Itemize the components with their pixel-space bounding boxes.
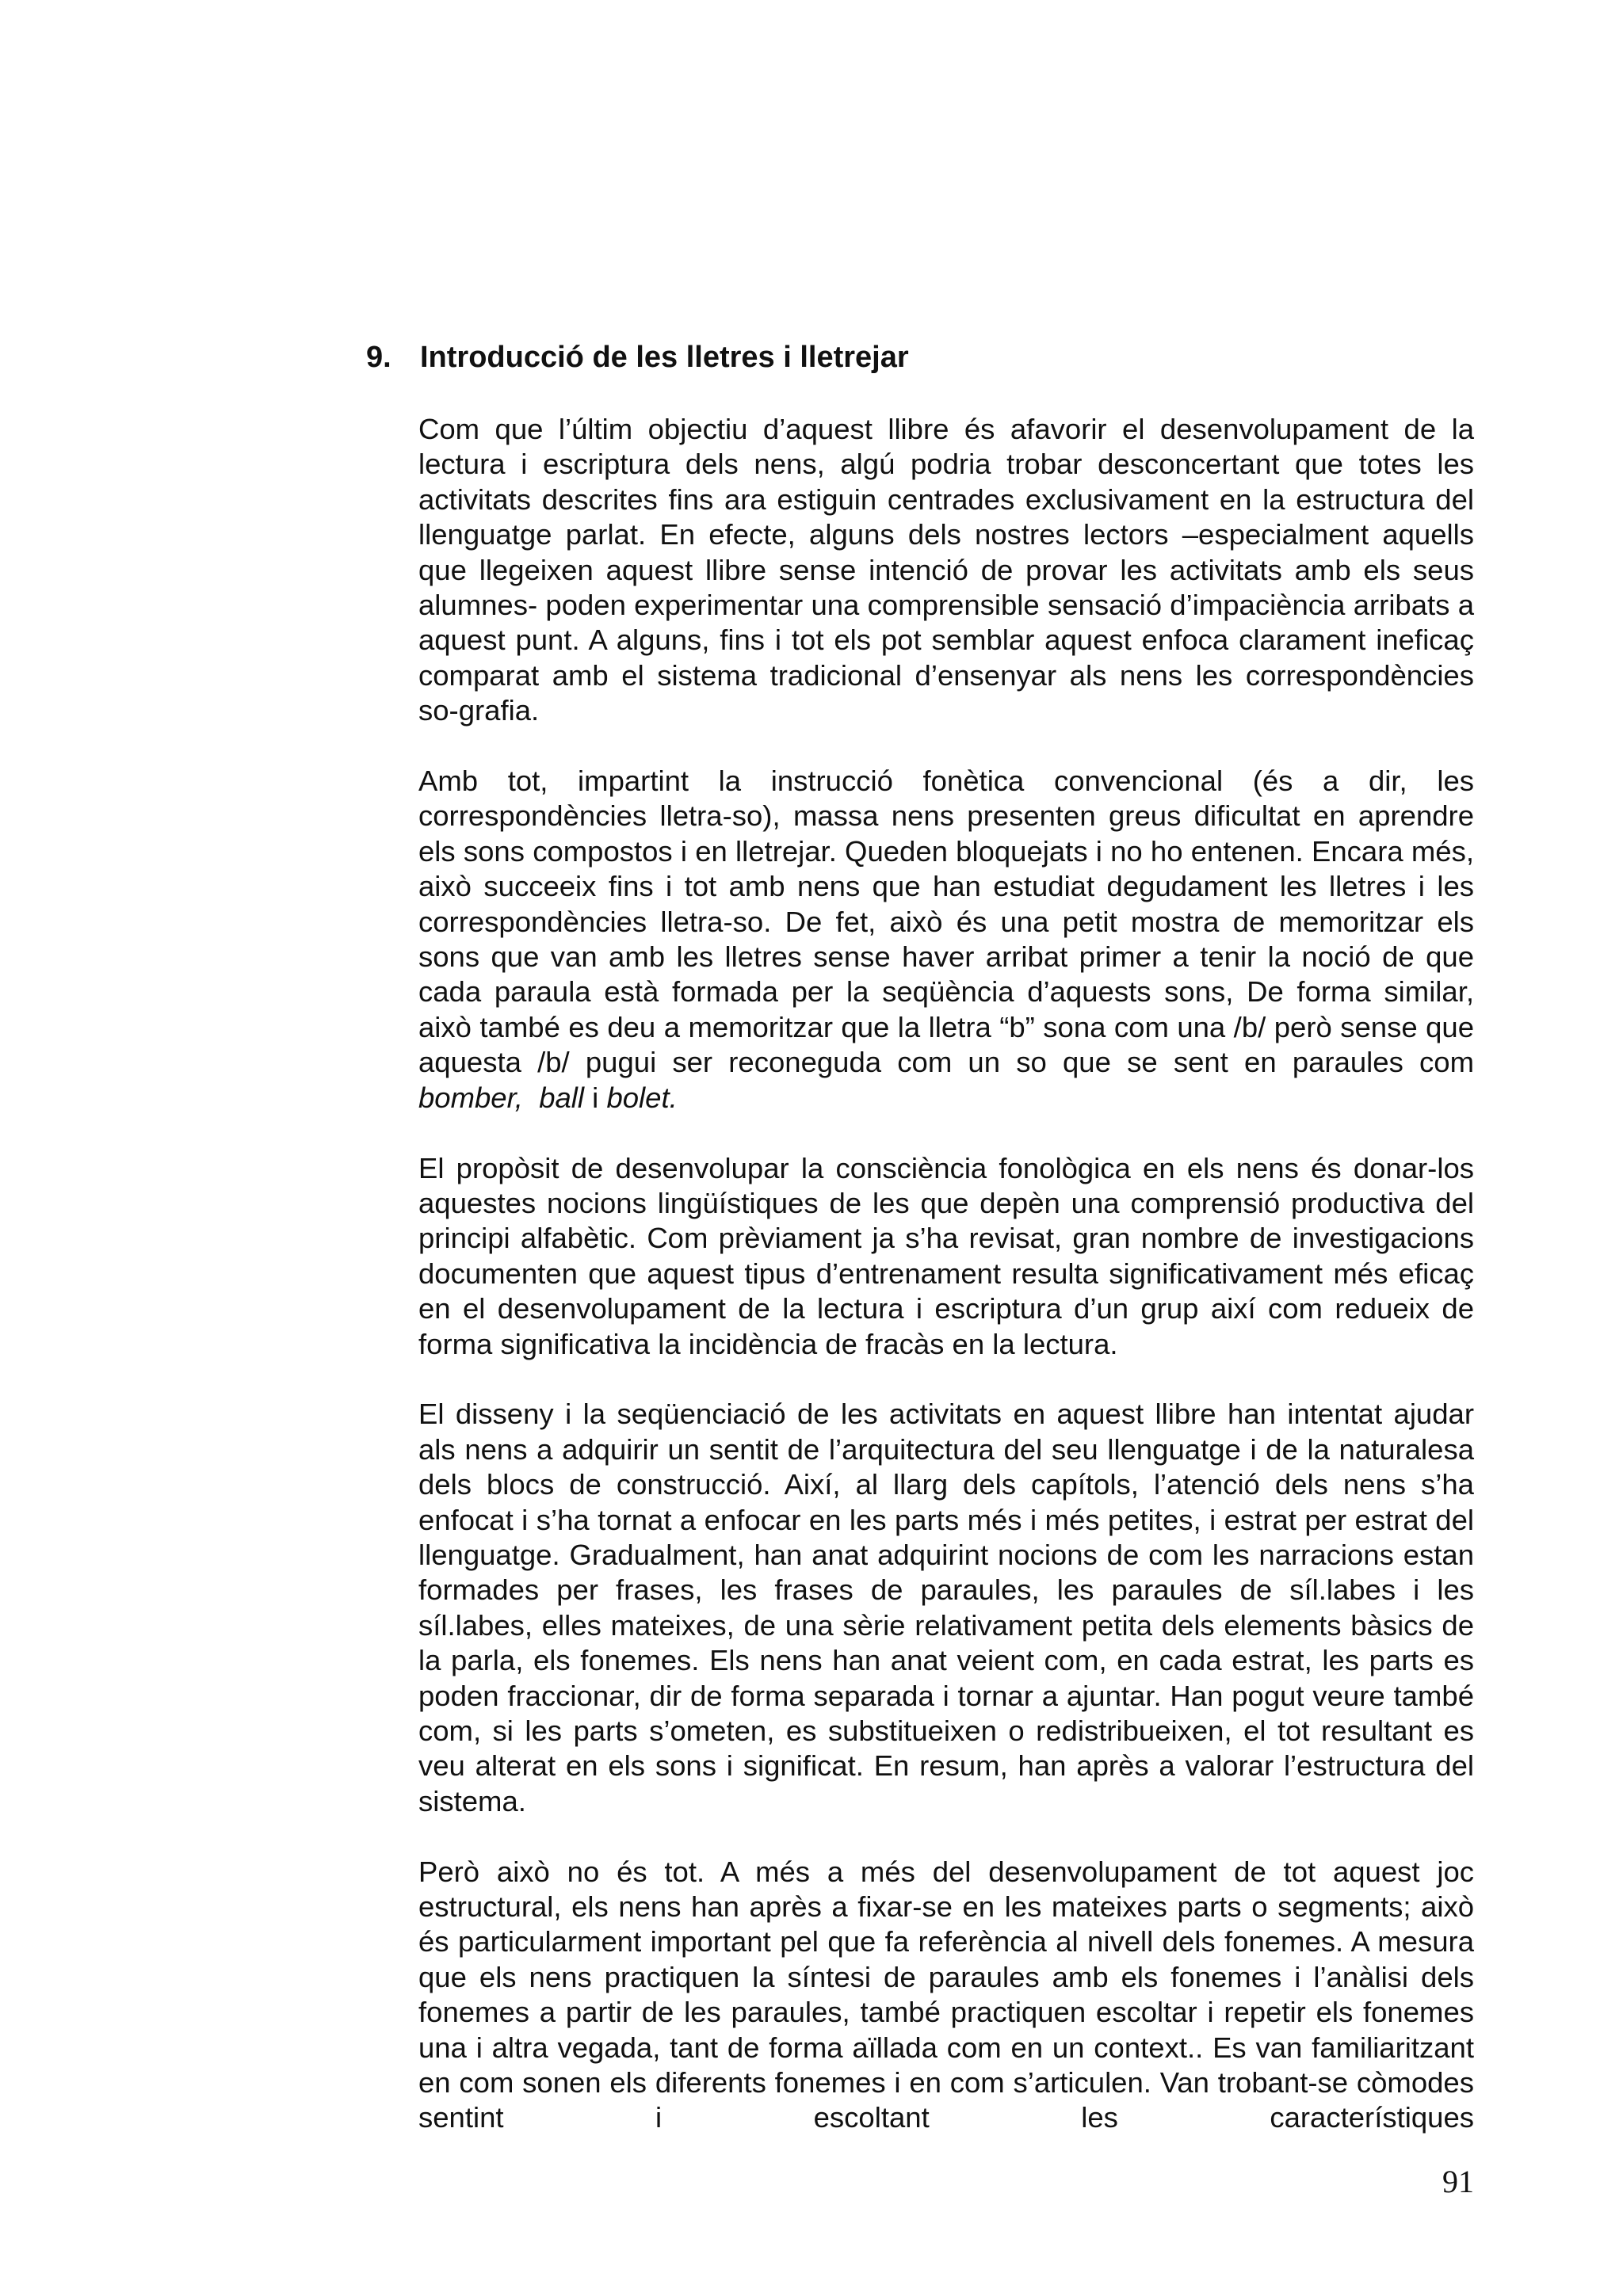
example-connector: i: [592, 1081, 599, 1114]
paragraph-5: Però això no és tot. A més a més del desenvolupament de tot aquest joc estructural, els nens han après a fixar-se en les mateixes parts o segments; això és particularment important pel que fa referència al nivell dels fonemes. A mesura que els nens practiquen la síntesi de paraules amb els fonemes i l’anàlisi dels fonemes a partir de les paraules, també practiquen escoltar i repetir els fonemes una i altra vegada, tant de forma aïllada com en un context.. Es van familiaritzant en com sonen els diferents fonemes i en com s’articulen. Van trobant-se còmodes sentint i escoltant les característiques: [418, 1855, 1474, 2134]
example-word-ball: ball: [539, 1081, 585, 1114]
example-word-bomber: bomber,: [418, 1081, 523, 1114]
example-word-bolet: bolet.: [606, 1081, 678, 1114]
section-heading: [366, 339, 909, 376]
paragraph-4: El disseny i la seqüenciació de les activitats en aquest llibre han intentat ajudar als nens a adquirir un sentit de l’arquitectura del seu llenguatge i de la naturalesa dels blocs de construcció. Així, al llarg dels capítols, l’atenció dels nens s’ha enfocat i s’ha tornat a enfocar en les parts més i més petites, i estrat per estrat del llenguatge. Gradualment, han anat adquirint nocions de com les narracions estan formades per frases, les frases de paraules, les paraules de síl.labes i les síl.labes, elles mateixes, de una sèrie relativament petita dels elements bàsics de la parla, els fonemes. Els nens han anat veient com, en cada estrat, les parts es poden fraccionar, dir de forma separada i tornar a ajuntar. Han pogut veure també com, si les parts s’ometen, es substitueixen o redistribueixen, el tot resultant es veu alterat en els sons i significat. En resum, han après a valorar l’estructura del sistema.: [418, 1398, 1474, 1817]
paragraph-2: [418, 764, 1474, 1116]
body-text: [418, 412, 1474, 2171]
section-title: Introducció de les lletres i lletrejar: [420, 341, 909, 374]
section-number: 9.: [366, 341, 391, 374]
page-number: 91: [1442, 2164, 1474, 2199]
paragraph-1: Com que l’últim objectiu d’aquest llibre és afavorir el desenvolupament de la lectura i escriptura dels nens, algú podria trobar desconcertant que totes les activitats descrites fins ara estiguin centrades exclusivament en la estructura del llenguatge parlat. En efecte, alguns dels nostres lectors –especialment aquells que llegeixen aquest llibre sense intenció de provar les activitats amb els seus alumnes- poden experimentar una comprensible sensació d’impaciència arribats a aquest punt. A alguns, fins i tot els pot semblar aquest enfoca clarament ineficaç comparat amb el sistema tradicional d’ensenyar als nens les correspondències so-grafia.: [418, 413, 1474, 727]
paragraph-2-text: Amb tot, impartint la instrucció fonètica convencional (és a dir, les correspondències lletra-so), massa nens presenten greus dificultat en aprendre els sons compostos i en lletrejar. Queden bloquejats i no ho entenen. Encara més, això succeeix fins i tot amb nens que han estudiat degudament les lletres i les correspondències lletra-so. De fet, això és una petit mostra de memoritzar els sons que van amb les lletres sense haver arribat primer a tenir la noció de que cada paraula està formada per la seqüència d’aquests sons, De forma similar, això també es deu a memoritzar que la lletra “b” sona com una /b/ però sense que aquesta /b/ pugui ser reconeguda com un so que se sent en paraules com: [418, 765, 1474, 1079]
paragraph-3: El propòsit de desenvolupar la consciència fonològica en els nens és donar-los aquestes nocions lingüístiques de les que depèn una comprensió productiva del principi alfabètic. Com prèviament ja s’ha revisat, gran nombre de investigacions documenten que aquest tipus d’entrenament resulta significativament més eficaç en el desenvolupament de la lectura i escriptura d’un grup així com redueix de forma significativa la incidència de fracàs en la lectura.: [418, 1151, 1474, 1360]
